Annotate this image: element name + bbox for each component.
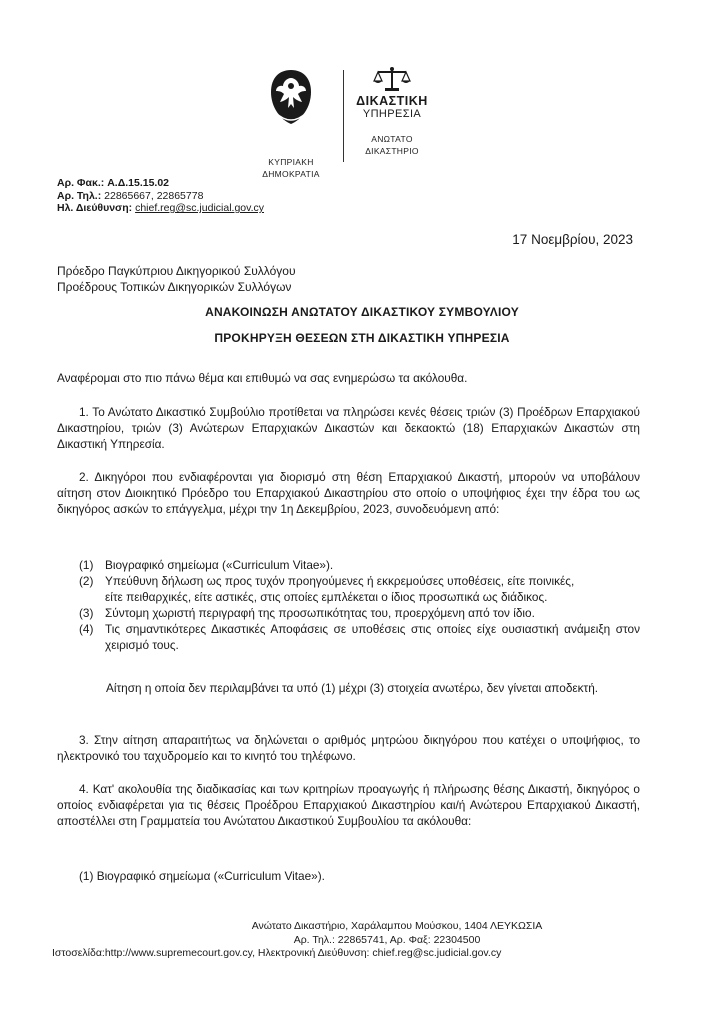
list-item (57, 574, 640, 590)
court-line-1: ΑΝΩΤΑΤΟ (371, 134, 413, 144)
scales-of-justice-icon (372, 66, 412, 94)
paragraph-3: 3. Στην αίτηση απαραιτήτως να δηλώνεται ο αριθμός μητρώου δικηγόρου που κατέχει ο υποψήφιος, το ηλεκτρονικό του ταχυδρομείο και το κινητό του τηλέφωνο. (57, 733, 640, 763)
cyprus-coat-of-arms-icon (265, 66, 317, 128)
list-item-text: Τις σημαντικότερες Δικαστικές Αποφάσεις σε υποθέσεις στις οποίες είχε ουσιαστική ανάμειξη στον χειρισμό τους. (105, 621, 640, 652)
court-line-2: ΔΙΚΑΣΤΗΡΙΟ (365, 146, 419, 156)
judiciary-letterhead (352, 66, 432, 157)
intro-paragraph: Αναφέρομαι στο πιο πάνω θέμα και επιθυμώ να σας ενημερώσω τα ακόλουθα. (57, 371, 468, 385)
reference-block (57, 177, 264, 215)
recipients (57, 263, 296, 295)
paragraph-2: 2. Δικηγόροι που ενδιαφέρονται για διορισμό στη θέση Επαρχιακού Δικαστή, μπορούν να υποβάλουν αίτηση στον Διοικητικό Πρόεδρο του Επαρχιακού Δικαστηρίου στο οποίο ο υποψήφιος έχει την έδρα του ως δικηγόρος ασκών το επάγγελμα, μέχρι την 1η Δεκεμβρίου, 2023, συνοδευόμενη από: (57, 470, 640, 516)
footer-phone-fax: Αρ. Τηλ.: 22865741, Αρ. Φαξ: 22304500 (293, 934, 481, 946)
paragraph-4: 4. Κατ' ακολουθία της διαδικασίας και των κριτηρίων προαγωγής ή πλήρωσης θέσης Δικαστή, δικηγόρος ο οποίος ενδιαφέρεται για τις θέσεις Προέδρου Επαρχιακού Δικαστηρίου και/ή Ανώτερου Επαρχιακού Δικαστή, αποστέλλει στη Γραμματεία του Ανώτατου Δικαστικού Συμβουλίου τα ακόλουθα: (57, 782, 640, 828)
list-item (57, 622, 640, 654)
paragraph-4-item-1: (1) Βιογραφικό σημείωμα («Curriculum Vitae»). (79, 869, 325, 883)
judiciary-subtitle: ΥΠΗΡΕΣΙΑ (362, 108, 422, 120)
list-item-continuation: είτε πειθαρχικές, είτε αστικές, στις οποίες εμπλέκεται ο ίδιος προσωπικά ως διάδικος. (105, 589, 548, 604)
file-number-row (57, 177, 264, 190)
republic-letterhead (248, 66, 334, 180)
letter-date: 17 Νοεμβρίου, 2023 (512, 232, 633, 247)
list-item-text: Σύντομη χωριστή περιγραφή της προσωπικότητας του, προερχόμενη από τον ίδιο. (105, 605, 535, 620)
file-number-label: Αρ. Φακ.: (57, 177, 105, 189)
phone-row (57, 190, 264, 203)
list-item (57, 606, 640, 622)
requirements-list (57, 558, 640, 653)
footer-web-email: Ιστοσελίδα:http://www.supremecourt.gov.cy, Ηλεκτρονική Διεύθυνση: chief.reg@sc.judicial.gov.cy (52, 947, 502, 959)
file-number-value: Α.Δ.15.15.02 (107, 177, 170, 189)
email-label: Ηλ. Διεύθυνση: (57, 202, 133, 215)
list-item-number: (4) (79, 621, 94, 636)
footer-address: Ανώτατο Δικαστήριο, Χαράλαμπου Μούσκου, 1404 ΛΕΥΚΩΣΙΑ (251, 920, 543, 932)
list-item-number: (2) (79, 573, 94, 588)
list-item-number: (1) (79, 558, 94, 572)
email-link[interactable]: chief.reg@sc.judicial.gov.cy (135, 202, 265, 215)
list-item-number: (3) (79, 605, 94, 620)
email-row (57, 202, 264, 215)
paragraph-1: 1. Το Ανώτατο Δικαστικό Συμβούλιο προτίθεται να πληρώσει κενές θέσεις τριών (3) Προέδρων Επαρχιακού Δικαστηρίου, τριών (3) Ανώτερων Επαρχιακών Δικαστών και δεκαοκτώ (18) Επαρχιακών Δικαστών στη Δικαστική Υπηρεσία. (57, 405, 640, 451)
requirements-note: Αίτηση η οποία δεν περιλαμβάνει τα υπό (1) μέχρι (3) στοιχεία ανωτέρω, δεν γίνεται αποδεκτή. (106, 681, 599, 695)
recipient-line-2: Προέδρους Τοπικών Δικηγορικών Συλλόγων (57, 280, 292, 294)
republic-line-1: ΚΥΠΡΙΑΚΗ (268, 157, 314, 167)
judiciary-title: ΔΙΚΑΣΤΙΚΗ (356, 94, 428, 108)
list-item (57, 558, 640, 574)
letterhead-divider (343, 70, 344, 162)
phone-label: Αρ. Τηλ.: (57, 189, 102, 202)
phone-value: 22865667, 22865778 (104, 189, 204, 202)
subject-heading: ΠΡΟΚΗΡΥΞΗ ΘΕΣΕΩΝ ΣΤΗ ΔΙΚΑΣΤΙΚΗ ΥΠΗΡΕΣΙΑ (214, 331, 510, 345)
list-item-text: Υπεύθυνη δήλωση ως προς τυχόν προηγούμενες ή εκκρεμούσες υποθέσεις, είτε ποινικές, (105, 573, 575, 588)
list-item-text: Βιογραφικό σημείωμα («Curriculum Vitae»). (105, 558, 334, 572)
recipient-line-1: Πρόεδρο Παγκύπριου Δικηγορικού Συλλόγου (57, 264, 296, 278)
announcement-heading: ΑΝΑΚΟΙΝΩΣΗ ΑΝΩΤΑΤΟΥ ΔΙΚΑΣΤΙΚΟΥ ΣΥΜΒΟΥΛΙΟΥ (205, 305, 519, 319)
republic-line-2: ΔΗΜΟΚΡΑΤΙΑ (262, 169, 320, 179)
